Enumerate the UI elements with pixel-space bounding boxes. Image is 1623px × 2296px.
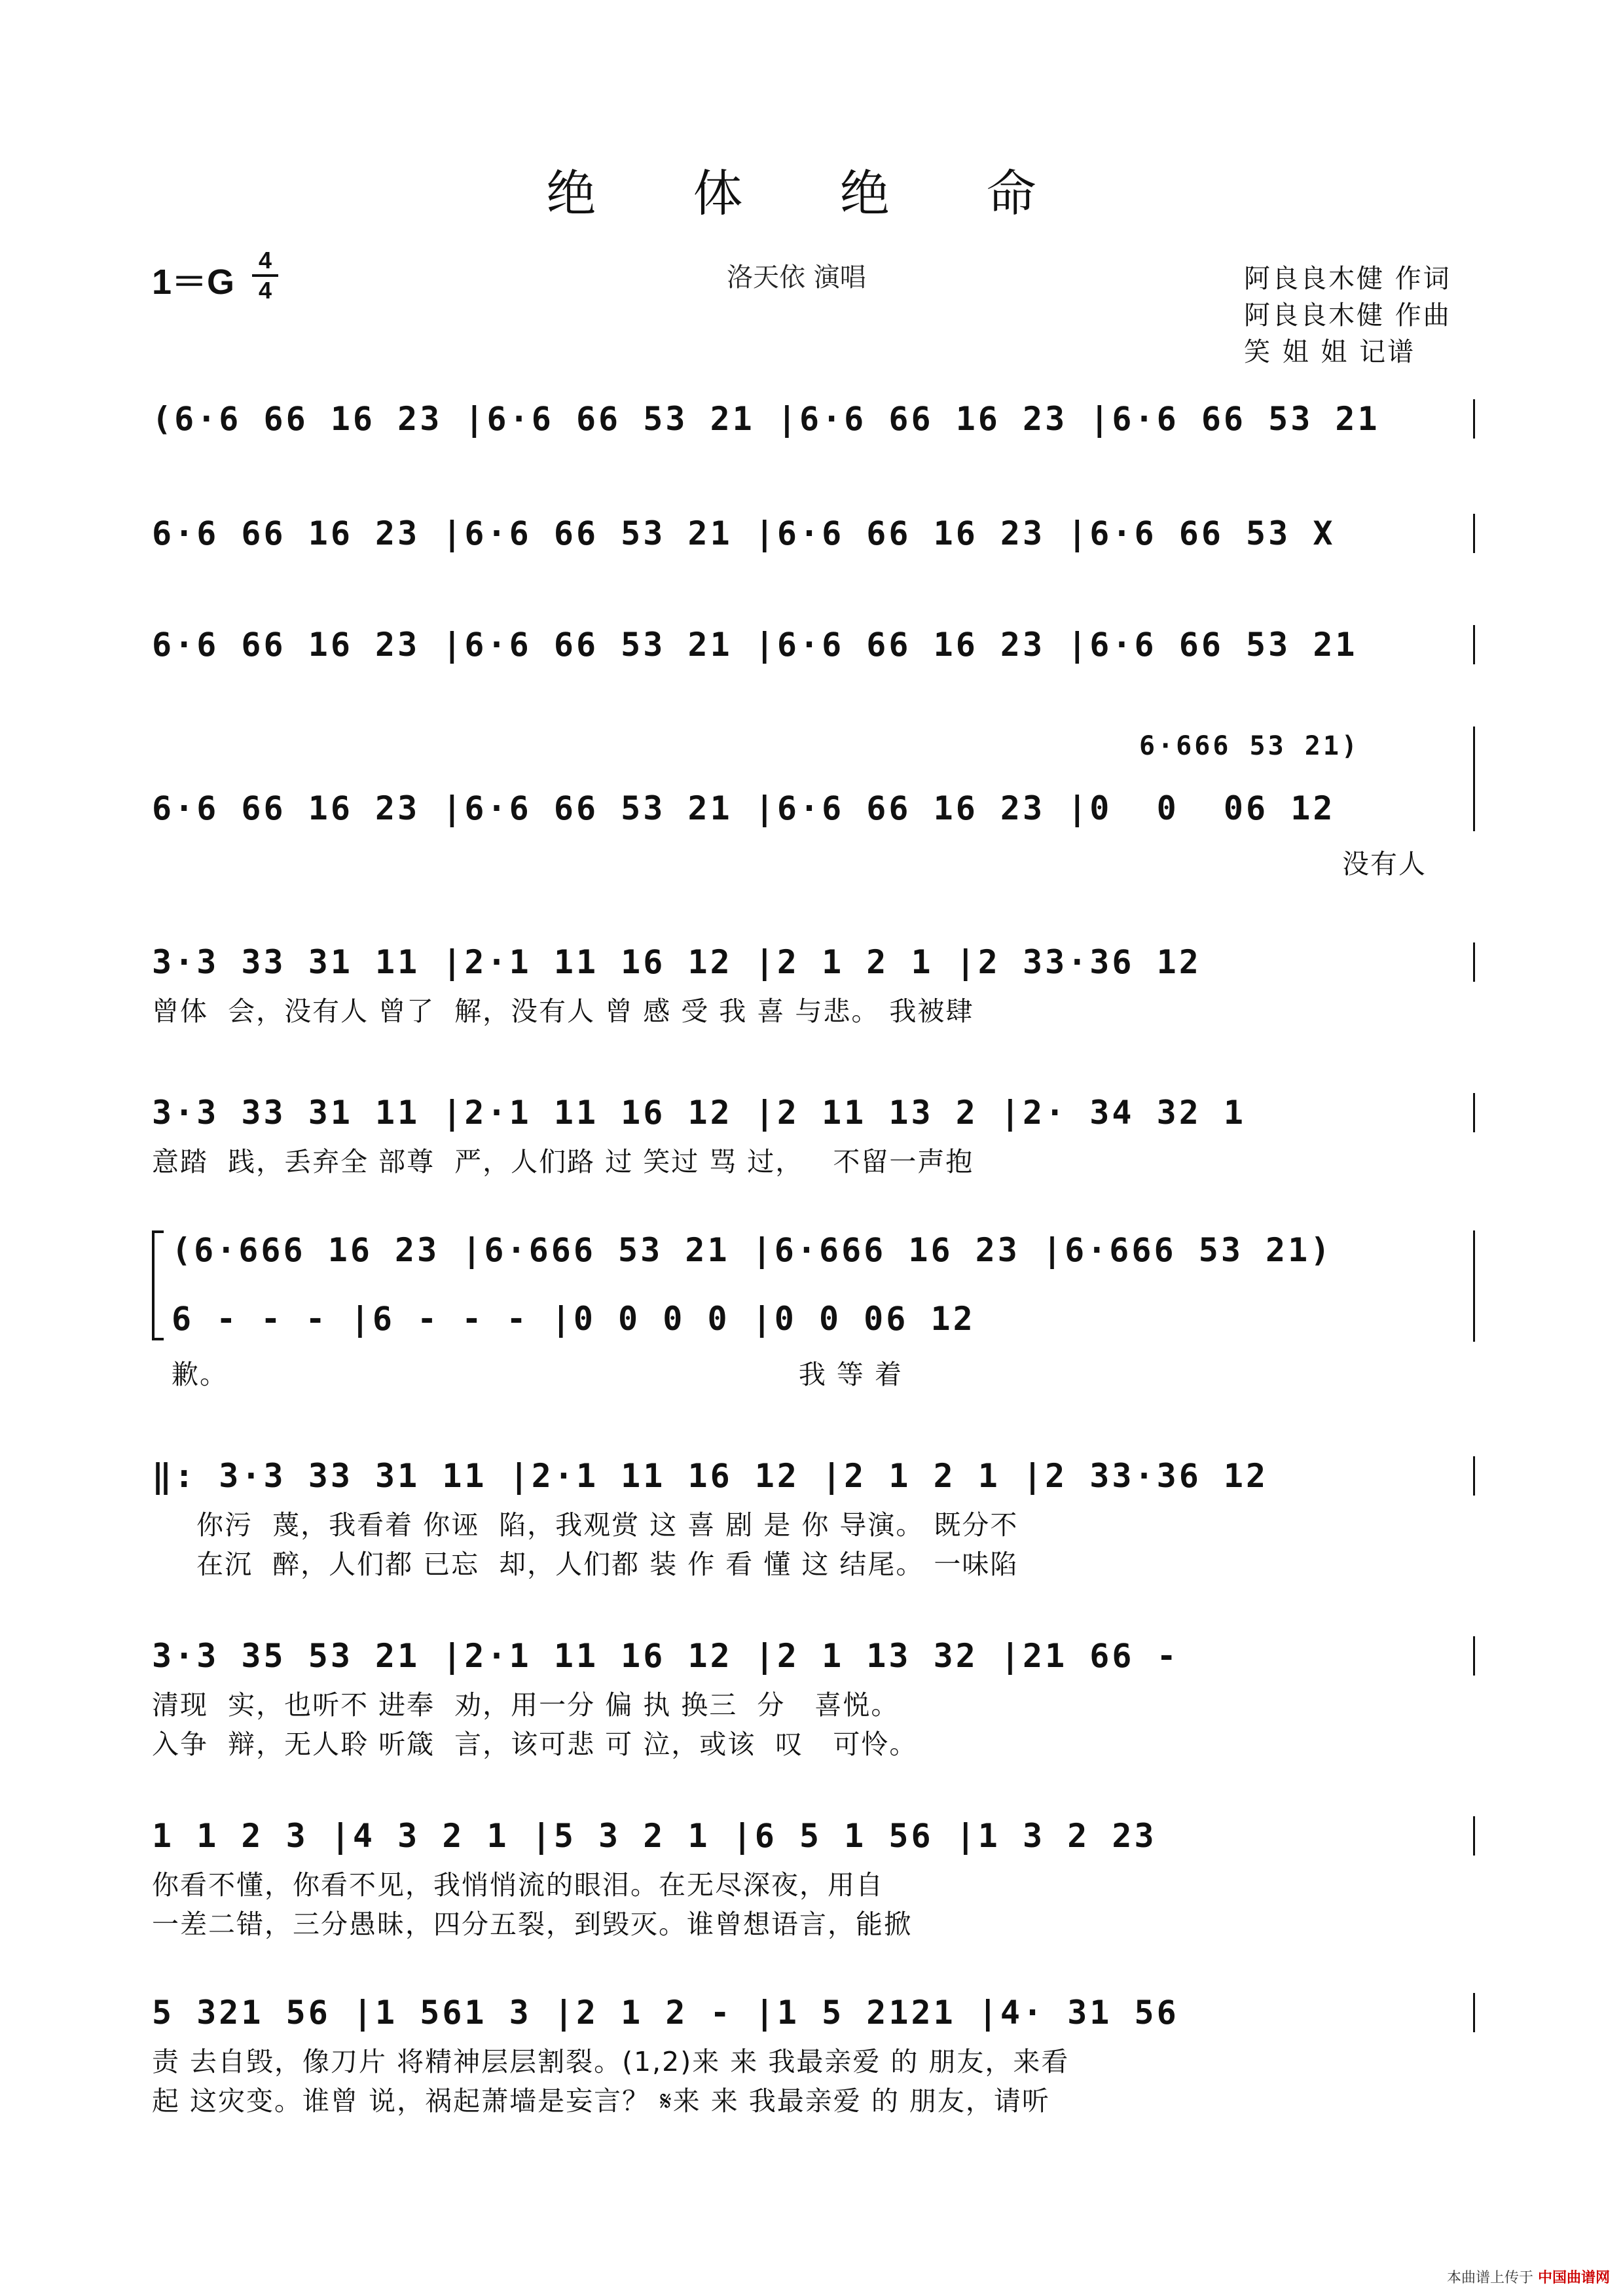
time-sig-top: 4 <box>258 247 272 274</box>
lyric-line-1: 曾体 会，没有人 曾了 解，没有人 曾 感 受 我 喜 与悲。 我被肆 <box>152 996 974 1027</box>
notes-line: 3·3 33 31 11 |2·1 11 16 12 |2 1 2 1 |2 33·36 12 <box>152 943 1201 981</box>
lyric-line-1: 意踏 践，丢弃全 部尊 严，人们路 过 笑过 骂 过， 不留一声抱 <box>152 1146 974 1177</box>
notes-line: 6·6 66 16 23 |6·6 66 53 21 |6·6 66 16 23 |6·6 66 53 21 <box>152 626 1358 664</box>
notes-line: 6·6 66 16 23 |6·6 66 53 21 |6·6 66 16 23 |6·6 66 53 X <box>152 514 1336 552</box>
footer-note <box>1447 2267 1610 2287</box>
barline <box>1473 399 1475 439</box>
notes-line: 1 1 2 3 |4 3 2 1 |5 3 2 1 |6 5 1 56 |1 3 2 23 <box>152 1817 1157 1855</box>
notes-line: 3·3 33 31 11 |2·1 11 16 12 |2 11 13 2 |2· 34 32 1 <box>152 1094 1247 1132</box>
barline <box>1473 1636 1475 1676</box>
barline <box>1473 942 1475 982</box>
song-title: 绝 体 绝 命 <box>546 164 1077 223</box>
credits-block <box>1244 260 1451 370</box>
notes-line: 5 321 56 |1 561 3 |2 1 2 - |1 5 2121 |4· 31 56 <box>152 1994 1179 2032</box>
barline <box>1473 625 1475 664</box>
barline <box>1473 1816 1475 1856</box>
lyric-line-1: 没有人 <box>1342 848 1427 880</box>
lyric-line-2: 在沉 醉，人们都 已忘 却，人们都 装 作 看 懂 这 结尾。 一味陷 <box>196 1549 1019 1580</box>
lyric-line-1: 责 去自毁，像刀片 将精神层层割裂。(1,2)来 来 我最亲爱 的 朋友，来看 <box>152 2046 1070 2077</box>
notes-line: (6·6 66 16 23 |6·6 66 53 21 |6·6 66 16 23 |6·6 66 53 21 <box>152 400 1380 438</box>
notes-line: (6·666 16 23 |6·666 53 21 |6·666 16 23 |6·666 53 21) <box>172 1231 1333 1269</box>
footer-uploaded: 本曲谱上传于 <box>1446 2270 1533 2286</box>
key-signature: 1＝G <box>152 262 235 302</box>
barline <box>1473 726 1475 831</box>
lyricist-credit: 阿良良木健 作词 <box>1244 264 1451 294</box>
notes-line: ‖: 3·3 33 31 11 |2·1 11 16 12 |2 1 2 1 |2 33·36 12 <box>152 1457 1269 1495</box>
notes-line: 6·6 66 16 23 |6·6 66 53 21 |6·6 66 16 23 |0 0 06 12 <box>152 789 1336 827</box>
barline <box>1473 1093 1475 1132</box>
lyric-line-1: 清现 实，也听不 进奉 劝，用一分 偏 执 换三 分 喜悦。 <box>152 1689 900 1721</box>
system-brace <box>152 1230 164 1340</box>
time-sig-bottom: 4 <box>258 277 272 304</box>
notes-line-2: 6 - - - |6 - - - |0 0 0 0 |0 0 06 12 <box>172 1300 976 1338</box>
lyric-line-1: 你看不懂，你看不见，我悄悄流的眼泪。在无尽深夜，用自 <box>152 1869 884 1901</box>
barline <box>1473 1230 1475 1342</box>
barline <box>1473 1456 1475 1496</box>
composer-credit: 阿良良木健 作曲 <box>1244 300 1451 331</box>
barline <box>1473 514 1475 553</box>
time-signature <box>252 249 278 302</box>
footer-site-link[interactable]: 中国曲谱网 <box>1537 2270 1610 2286</box>
lyric-line-1: 歉。 我 等 着 <box>172 1359 903 1390</box>
lyric-line-1: 你污 蔑，我看着 你诬 陷，我观赏 这 喜 剧 是 你 导演。 既分不 <box>196 1509 1019 1541</box>
singer-credit: 洛天依 演唱 <box>727 262 866 293</box>
transcriber-credit: 笑 姐 姐 记谱 <box>1244 337 1416 367</box>
barline <box>1473 1993 1475 2032</box>
alt-ending-notes: 6·666 53 21) <box>1139 731 1360 761</box>
lyric-line-2: 起 这灾变。谁曾 说，祸起萧墙是妄言？ 𝄋来 来 我最亲爱 的 朋友，请听 <box>152 2085 1050 2117</box>
lyric-line-2: 一差二错，三分愚昧，四分五裂，到毁灭。谁曾想语言，能掀 <box>152 1909 912 1940</box>
lyric-line-2: 入争 辩，无人聆 听箴 言，该可悲 可 泣，或该 叹 可怜。 <box>152 1729 918 1760</box>
notes-line: 3·3 35 53 21 |2·1 11 16 12 |2 1 13 32 |21 66 - <box>152 1637 1179 1675</box>
